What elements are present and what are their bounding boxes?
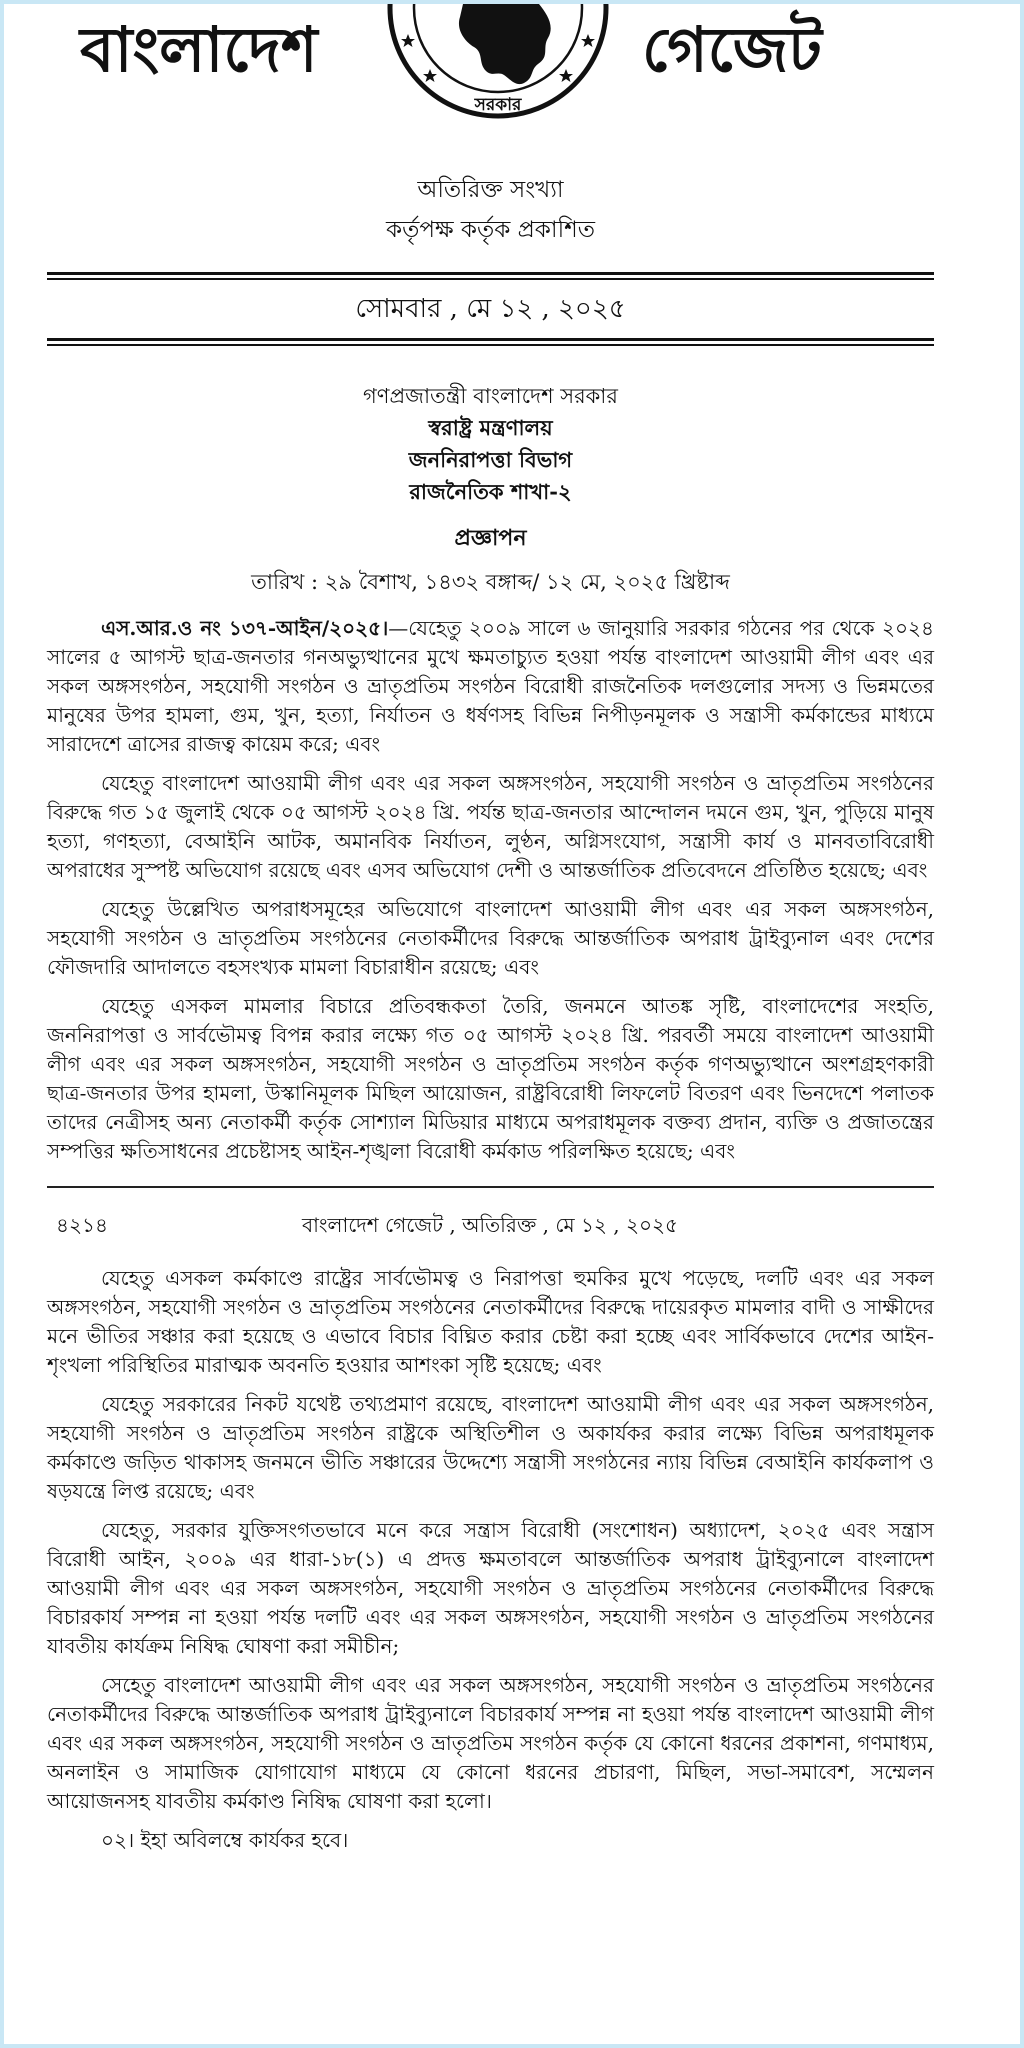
paragraph: সেহেতু বাংলাদেশ আওয়ামী লীগ এবং এর সকল অঙ্গসংগঠন, সহযোগী সংগঠন ও ভ্রাতৃপ্রতিম সংগঠনের নেতাকর্মীদের বিরুদ্ধে আন্তর্জাতিক অপরাধ ট্রাইব্যুনালে বিচারকার্য সম্পন্ন না হওয়া পর্যন্ত বাংলাদেশ আওয়ামী লীগ এবং এর সকল অঙ্গসংগঠন, সহযোগী সংগঠন ও ভ্রাতৃপ্রতিম সংগঠন কর্তৃক যে কোনো ধরনের প্রকাশনা, গণমাধ্যম, অনলাইন ও সামাজিক যোগাযোগ মাধ্যমে যে কোনো ধরনের প্রচারণা, মিছিল, সভা-সমাবেশ, সম্মেলন আয়োজনসহ যাবতীয় কর্মকাণ্ড নিষিদ্ধ ঘোষণা করা হলো। <box>47 1673 934 1813</box>
page1-text <box>47 614 934 1166</box>
paragraph: যেহেতু বাংলাদেশ আওয়ামী লীগ এবং এর সকল অঙ্গসংগঠন, সহযোগী সংগঠন ও ভ্রাতৃপ্রতিম সংগঠনের বিরুদ্ধে গত ১৫ জুলাই থেকে ০৫ আগস্ট ২০২৪ খ্রি. পর্যন্ত ছাত্র-জনতার আন্দোলন দমনে গুম, খুন, পুড়িয়ে মানুষ হত্যা, গণহত্যা, বেআইনি আটক, অমানবিক নির্যাতন, লুণ্ঠন, অগ্নিসংযোগ, সন্ত্রাসী কার্য ও মানবতাবিরোধী অপরাধের সুস্পষ্ট অভিযোগ রয়েছে এবং এসব অভিযোগ দেশী ও আন্তর্জাতিক প্রতিবেদনে প্রতিষ্ঠিত হয়েছে; এবং <box>47 771 934 882</box>
running-title: বাংলাদেশ গেজেট , অতিরিক্ত , মে ১২ , ২০২৫ <box>302 1213 678 1237</box>
running-header <box>47 1208 934 1242</box>
published-by-label: কর্তৃপক্ষ কর্তৃক প্রকাশিত <box>385 217 596 243</box>
paragraph: যেহেতু, সরকার যুক্তিসংগতভাবে মনে করে সন্ত্রাস বিরোধী (সংশোধন) অধ্যাদেশ, ২০২৫ এবং সন্ত্রাস বিরোধী আইন, ২০০৯ এর ধারা-১৮(১) এ প্রদত্ত ক্ষমতাবলে আন্তর্জাতিক অপরাধ ট্রাইব্যুনালে বাংলাদেশ আওয়ামী লীগ এবং এর সকল অঙ্গসংগঠন, সহযোগী সংগঠন ও ভ্রাতৃপ্রতিম সংগঠনের নেতাকর্মীদের বিরুদ্ধে বিচারকার্য সম্পন্ন না হওয়া পর্যন্ত দলটি এবং এর সকল অঙ্গসংগঠন, সহযোগী সংগঠন ও ভ্রাতৃপ্রতিম সংগঠনের যাবতীয় কার্যক্রম নিষিদ্ধ ঘোষণা করা সমীচীন; <box>47 1518 934 1658</box>
paragraph: যেহেতু এসকল মামলার বিচারে প্রতিবন্ধকতা তৈরি, জনমনে আতঙ্ক সৃষ্টি, বাংলাদেশের সংহতি, জননিরাপত্তা ও সার্বভৌমত্ব বিপন্ন করার লক্ষ্যে গত ০৫ আগস্ট ২০২৪ খ্রি. পরবর্তী সময়ে বাংলাদেশ আওয়ামী লীগ এবং এর সকল অঙ্গসংগঠন, সহযোগী সংগঠন ও ভ্রাতৃপ্রতিম সংগঠন কর্তৃক গণঅভ্যুত্থানে অংশগ্রহণকারী ছাত্র-জনতার উপর হামলা, উস্কানিমূলক মিছিল আয়োজন, রাষ্ট্রবিরোধী লিফলেট বিতরণ এবং ভিনদেশে পলাতক তাদের নেত্রীসহ অন্য নেতাকর্মী কর্তৃক সোশ্যাল মিডিয়ার মাধ্যমে অপরাধমূলক বক্তব্য প্রদান, ব্যক্তি ও প্রজাতন্ত্রের সম্পত্তির ক্ষতিসাধনের প্রচেষ্টাসহ আইন-শৃঙ্খলা বিরোধী কর্মকাড পরিলক্ষিত হয়েছে; এবং <box>47 994 934 1163</box>
branch-name: রাজনৈতিক শাখা-২ <box>409 479 572 504</box>
effective-clause: ০২। ইহা অবিলম্বে কার্যকর হবে। <box>101 1828 349 1852</box>
issue-subtitle <box>47 170 934 250</box>
paragraph: যেহেতু উল্লেখিত অপরাধসমূহের অভিযোগে বাংলাদেশ আওয়ামী লীগ এবং এর সকল অঙ্গসংগঠন, সহযোগী সংগঠন ও ভ্রাতৃপ্রতিম সংগঠনের নেতাকর্মীদের বিরুদ্ধে আন্তর্জাতিক অপরাধ ট্রাইব্যুনাল এবং দেশের ফৌজদারি আদালতে বহসংখ্যক মামলা বিচারাধীন রয়েছে; এবং <box>47 897 934 979</box>
double-rule-bottom <box>47 338 934 346</box>
page-number: ৪২১৪ <box>56 1213 108 1237</box>
division-name: জননিরাপত্তা বিভাগ <box>408 447 573 472</box>
paragraph: যেহেতু এসকল কর্মকাণ্ডে রাষ্ট্রের সার্বভৌমত্ব ও নিরাপত্তা হুমকির মুখে পড়েছে, দলটি এবং এর সকল অঙ্গসংগঠন, সহযোগী সংগঠন ও ভ্রাতৃপ্রতিম সংগঠনের নেতাকর্মীদের বিরুদ্ধে দায়েরকৃত মামলার বাদী ও সাক্ষীদের মনে ভীতির সঞ্চার করা হয়েছে ও এভাবে বিচার বিঘ্নিত করার চেষ্টা করা হচ্ছে এবং সার্বিকভাবে দেশের আইন-শৃংখলা পরিস্থিতির মারাত্মক অবনতি হওয়ার আশংকা সৃষ্টি হয়েছে; এবং <box>47 1266 934 1377</box>
issue-date: সোমবার , মে ১২ , ২০২৫ <box>355 294 626 324</box>
paragraph <box>47 614 934 759</box>
masthead-title-left: বাংলাদেশ <box>80 13 318 86</box>
masthead <box>4 4 1020 124</box>
emblem-text: সরকার <box>474 95 522 115</box>
extraordinary-label: অতিরিক্ত সংখ্যা <box>417 177 564 203</box>
government-seal-icon <box>387 4 609 122</box>
page-separator <box>47 1186 934 1188</box>
issuing-authority <box>47 380 934 508</box>
page2-text <box>47 1264 934 1855</box>
paragraph: যেহেতু সরকারের নিকট যথেষ্ট তথ্যপ্রমাণ রয়েছে, বাংলাদেশ আওয়ামী লীগ এবং এর সকল অঙ্গসংগঠন, সহযোগী সংগঠন ও ভ্রাতৃপ্রতিম সংগঠন রাষ্ট্রকে অস্থিতিশীল ও অকার্যকর করার লক্ষ্যে বিভিন্ন অপরাধমূলক কর্মকাণ্ডে জড়িত থাকাসহ জনমনে ভীতি সঞ্চারের উদ্দেশ্যে সন্ত্রাসী সংগঠনের ন্যায় বিভিন্ন বেআইনি কার্যকলাপ ও ষড়যন্ত্রে লিপ্ত রয়েছে; এবং <box>47 1392 934 1503</box>
ministry-name: স্বরাষ্ট্র মন্ত্রণালয় <box>428 415 553 440</box>
paragraph-text: —যেহেতু ২০০৯ সালে ৬ জানুয়ারি সরকার গঠনের পর থেকে ২০২৪ সালের ৫ আগস্ট ছাত্র-জনতার গনঅভ্যুত্থানের মুখে ক্ষমতাচ্যুত হওয়া পর্যন্ত বাংলাদেশ আওয়ামী লীগ এবং এর সকল অঙ্গসংগঠন, সহযোগী সংগঠন ও ভ্রাতৃপ্রতিম সংগঠন বিরোধী রাজনৈতিক দলগুলোর সদস্য ও ভিন্নমতের মানুষের উপর হামলা, গুম, খুন, হত্যা, নির্যাতন ও ধর্ষণসহ বিভিন্ন নিপীড়নমূলক ও সন্ত্রাসী কর্মকান্ডের মাধ্যমে সারাদেশে ত্রাসের রাজত্ব কায়েম করে; এবং <box>47 616 934 756</box>
government-name: গণপ্রজাতন্ত্রী বাংলাদেশ সরকার <box>363 384 618 408</box>
document-body <box>47 170 934 1855</box>
notice-heading: প্রজ্ঞাপন <box>454 525 527 551</box>
masthead-title-right: গেজেট <box>642 13 822 86</box>
notice-date: তারিখ : ২৯ বৈশাখ, ১৪৩২ বঙ্গাব্দ/ ১২ মে, ২০২৫ খ্রিষ্টাব্দ <box>251 570 730 594</box>
double-rule-top <box>47 272 934 280</box>
sro-number: এস.আর.ও নং ১৩৭-আইন/২০২৫। <box>101 616 389 640</box>
